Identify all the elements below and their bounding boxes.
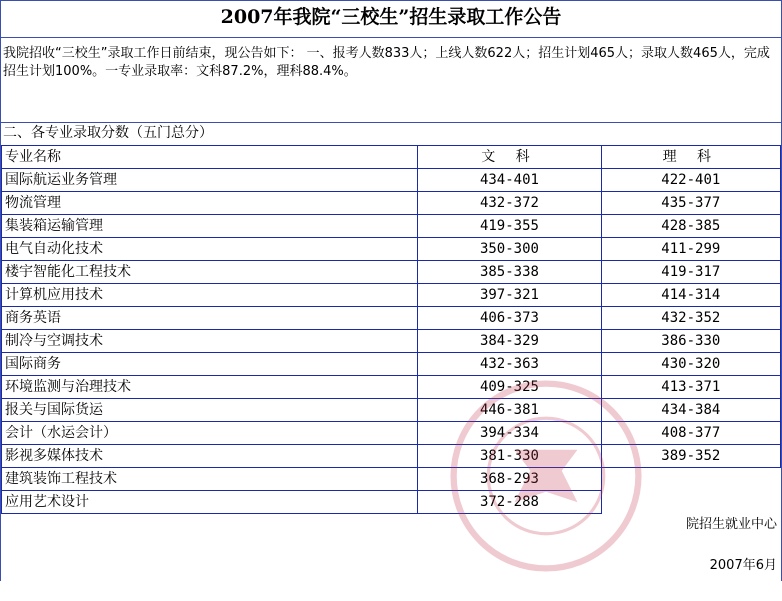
section-title: 二、各专业录取分数（五门总分） <box>3 125 213 141</box>
science-score: 413-371 <box>601 376 780 399</box>
table-row <box>2 169 781 192</box>
major-name: 商务英语 <box>2 307 418 330</box>
table-row <box>2 376 781 399</box>
arts-score: 432-363 <box>418 353 601 376</box>
major-name: 物流管理 <box>2 192 418 215</box>
table-row <box>2 192 781 215</box>
table-row <box>2 445 781 468</box>
arts-score: 397-321 <box>418 284 601 307</box>
table-row <box>2 215 781 238</box>
major-name: 报关与国际货运 <box>2 399 418 422</box>
major-name: 环境监测与治理技术 <box>2 376 418 399</box>
major-name: 影视多媒体技术 <box>2 445 418 468</box>
table-row <box>2 284 781 307</box>
arts-score: 434-401 <box>418 169 601 192</box>
science-score: 434-384 <box>601 399 780 422</box>
major-name: 应用艺术设计 <box>2 491 418 514</box>
science-score: 430-320 <box>601 353 780 376</box>
header-major: 专业名称 <box>2 146 418 169</box>
science-score: 419-317 <box>601 261 780 284</box>
arts-score: 381-330 <box>418 445 601 468</box>
science-score: 422-401 <box>601 169 780 192</box>
table-header-row <box>2 146 781 169</box>
arts-score: 368-293 <box>418 468 601 491</box>
arts-score: 432-372 <box>418 192 601 215</box>
signature: 院招生就业中心 <box>685 517 777 532</box>
major-name: 集装箱运输管理 <box>2 215 418 238</box>
major-name: 楼宇智能化工程技术 <box>2 261 418 284</box>
science-score: 428-385 <box>601 215 780 238</box>
arts-score: 372-288 <box>418 491 601 514</box>
arts-score: 385-338 <box>418 261 601 284</box>
major-name: 会计（水运会计） <box>2 422 418 445</box>
arts-score: 419-355 <box>418 215 601 238</box>
table-row <box>2 422 781 445</box>
table-row <box>2 399 781 422</box>
science-score: 411-299 <box>601 238 780 261</box>
major-name: 制冷与空调技术 <box>2 330 418 353</box>
arts-score: 394-334 <box>418 422 601 445</box>
table-row <box>2 238 781 261</box>
table-row <box>2 491 781 514</box>
major-name: 计算机应用技术 <box>2 284 418 307</box>
major-name: 国际航运业务管理 <box>2 169 418 192</box>
science-score: 408-377 <box>601 422 780 445</box>
science-score <box>601 468 780 491</box>
table-row <box>2 468 781 491</box>
header-arts: 文 科 <box>418 146 601 169</box>
science-score: 414-314 <box>601 284 780 307</box>
table-row <box>2 353 781 376</box>
date: 2007年6月 <box>709 558 777 573</box>
major-name: 电气自动化技术 <box>2 238 418 261</box>
table-row <box>2 307 781 330</box>
major-name: 国际商务 <box>2 353 418 376</box>
arts-score: 350-300 <box>418 238 601 261</box>
arts-score: 446-381 <box>418 399 601 422</box>
table-row <box>2 261 781 284</box>
science-score <box>601 491 780 514</box>
science-score: 386-330 <box>601 330 780 353</box>
arts-score: 406-373 <box>418 307 601 330</box>
page-title: 2007年我院“三校生”招生录取工作公告 <box>1 1 781 38</box>
science-score: 435-377 <box>601 192 780 215</box>
arts-score: 409-325 <box>418 376 601 399</box>
table-row <box>2 330 781 353</box>
scores-table <box>1 145 781 514</box>
arts-score: 384-329 <box>418 330 601 353</box>
science-score: 432-352 <box>601 307 780 330</box>
intro-paragraph: 我院招收“三校生”录取工作日前结束，现公告如下： 一、报考人数833人；上线人数622人；招生计划465人；录取人数465人，完成招生计划100%。一专业录取率：文科87.2%，理科88.4%。 <box>3 46 770 79</box>
science-score: 389-352 <box>601 445 780 468</box>
major-name: 建筑装饰工程技术 <box>2 468 418 491</box>
header-science: 理 科 <box>601 146 780 169</box>
